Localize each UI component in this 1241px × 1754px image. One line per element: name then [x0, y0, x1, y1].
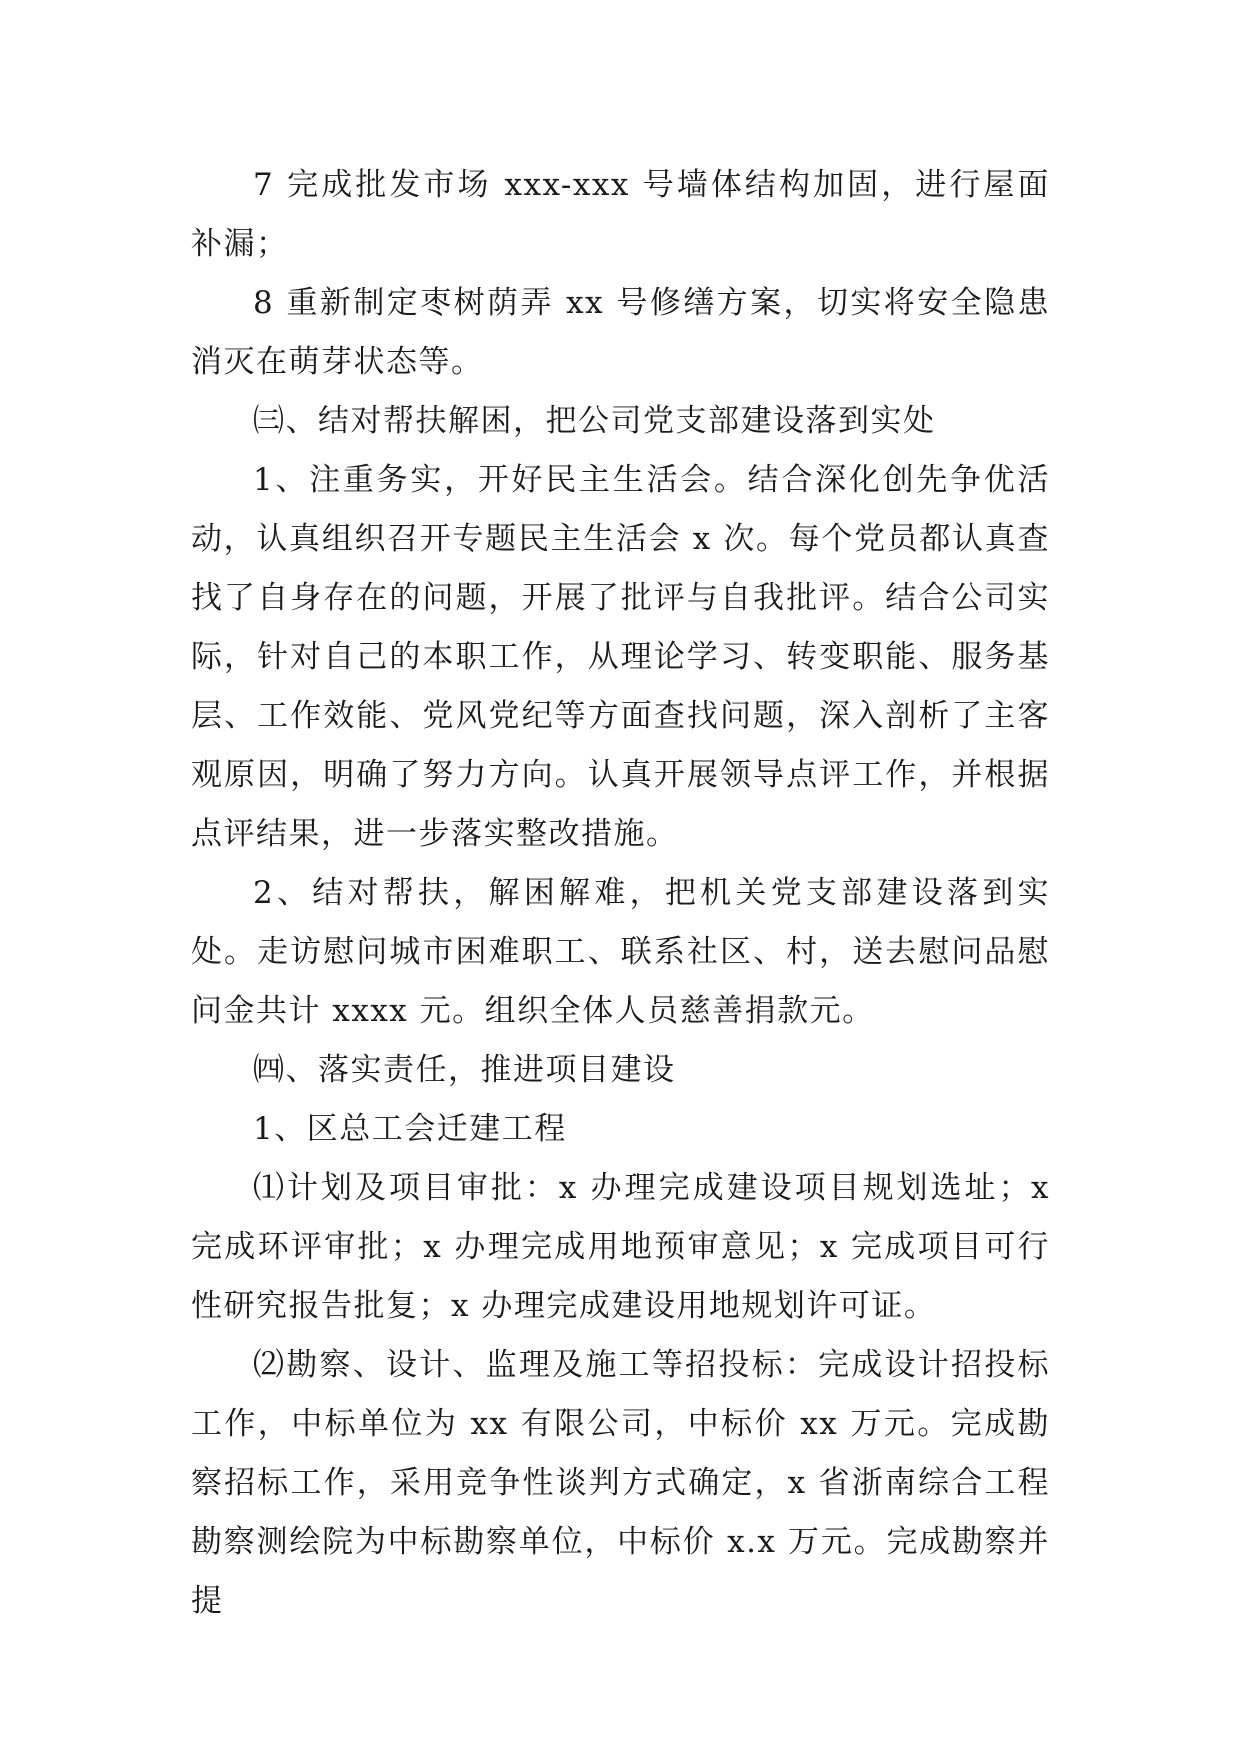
document-body: [191, 156, 1050, 1631]
paragraph-pair-assistance: 2、结对帮扶，解困解难，把机关党支部建设落到实处。走访慰问城市困难职工、联系社区、村，送去慰问品慰问金共计 xxxx 元。组织全体人员慈善捐款元。: [191, 875, 1050, 1029]
paragraph-plan-approval: ⑴计划及项目审批：x 办理完成建设项目规划选址；x 完成环评审批；x 办理完成用地预审意见；x 完成项目可行性研究报告批复；x 办理完成建设用地规划许可证。: [191, 1170, 1050, 1324]
section-heading-4: ㈣、落实责任，推进项目建设: [253, 1052, 676, 1088]
subsection-heading-relocation: 1、区总工会迁建工程: [253, 1111, 567, 1147]
paragraph-democratic-life-meeting: 1、注重务实，开好民主生活会。结合深化创先争优活动，认真组织召开专题民主生活会 x 次。每个党员都认真查找了自身存在的问题，开展了批评与自我批评。结合公司实际，针对自己的本职工作，从理论学习、转变职能、服务基层、工作效能、党风党纪等方面查找问题，深入剖析了主客观原因，明确了努力方向。认真开展领导点评工作，并根据点评结果，进一步落实整改措施。: [191, 462, 1050, 852]
paragraph-item-7: 7 完成批发市场 xxx-xxx 号墙体结构加固，进行屋面补漏；: [191, 167, 1050, 262]
paragraph-bidding: ⑵勘察、设计、监理及施工等招投标：完成设计招投标工作，中标单位为 xx 有限公司，中标价 xx 万元。完成勘察招标工作，采用竞争性谈判方式确定，x 省浙南综合工程勘察测绘院为中标勘察单位，中标价 x.x 万元。完成勘察并提: [191, 1347, 1050, 1619]
paragraph-item-8: 8 重新制定枣树荫弄 xx 号修缮方案，切实将安全隐患消灭在萌芽状态等。: [191, 285, 1050, 380]
section-heading-3: ㈢、结对帮扶解困，把公司党支部建设落到实处: [253, 403, 936, 439]
